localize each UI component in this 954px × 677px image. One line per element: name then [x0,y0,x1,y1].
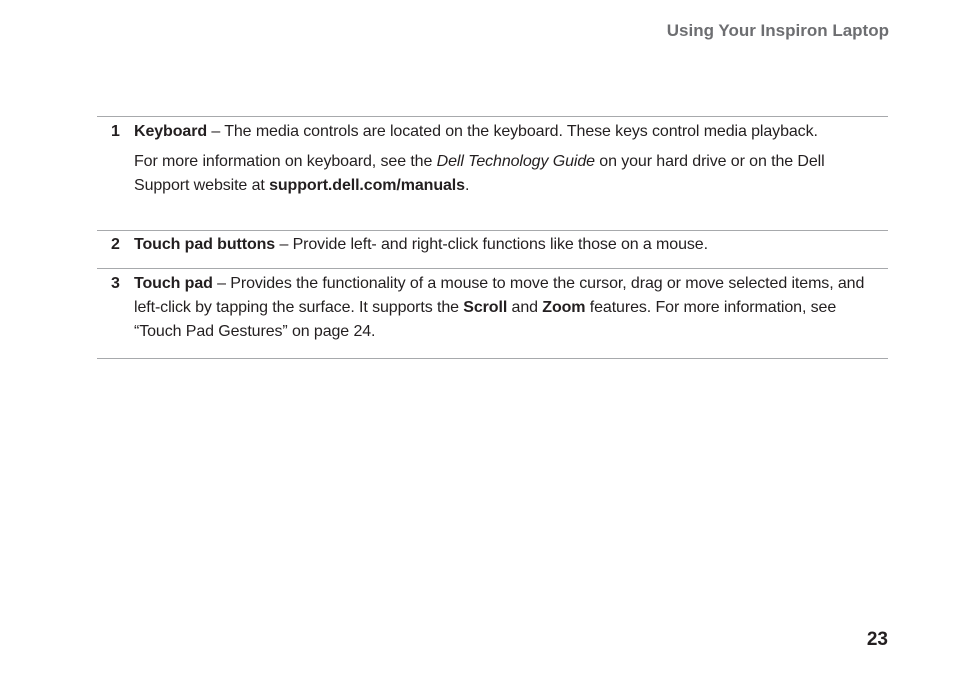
item-desc-text: features. For more information, see “Touch Pad Gestures” on page 24. [134,299,837,340]
item-term: Touch pad [134,275,213,292]
item-paragraph [134,272,884,344]
item-desc-text: For more information on keyboard, see the [134,153,437,170]
item-description [134,269,884,344]
item-desc-text: – Provides the functionality of a mouse to move the cursor, drag or move selected items, and left-click by tapping the surface. It supports the [134,275,865,316]
item-term: Keyboard [134,123,207,140]
support-url: support.dell.com/manuals [269,177,465,194]
item-desc-text: – Provide left- and right-click functions like those on a mouse. [275,236,708,253]
guide-title: Dell Technology Guide [436,153,595,170]
item-desc-text: and [507,299,543,316]
table-row-keyboard [97,117,888,231]
table-row-touch-pad-buttons [97,231,888,269]
item-paragraph [134,233,884,257]
item-desc-text: – The media controls are located on the keyboard. These keys control media playback. [207,123,818,140]
feature-zoom: Zoom [542,299,586,316]
table-row-touch-pad [97,269,888,359]
component-table [97,116,888,359]
item-desc-text: on your hard drive or on the Dell Support website at [134,153,825,194]
item-number: 3 [111,275,120,292]
item-description [134,117,884,198]
item-desc-text: . [464,177,470,194]
item-paragraph [134,120,884,144]
item-description [134,231,884,257]
running-header: Using Your Inspiron Laptop [666,21,889,40]
feature-scroll: Scroll [463,299,508,316]
item-number: 1 [111,123,120,140]
page-number: 23 [866,629,888,650]
item-number: 2 [111,236,120,253]
item-paragraph-more-info [134,150,884,198]
item-term: Touch pad buttons [134,236,276,253]
